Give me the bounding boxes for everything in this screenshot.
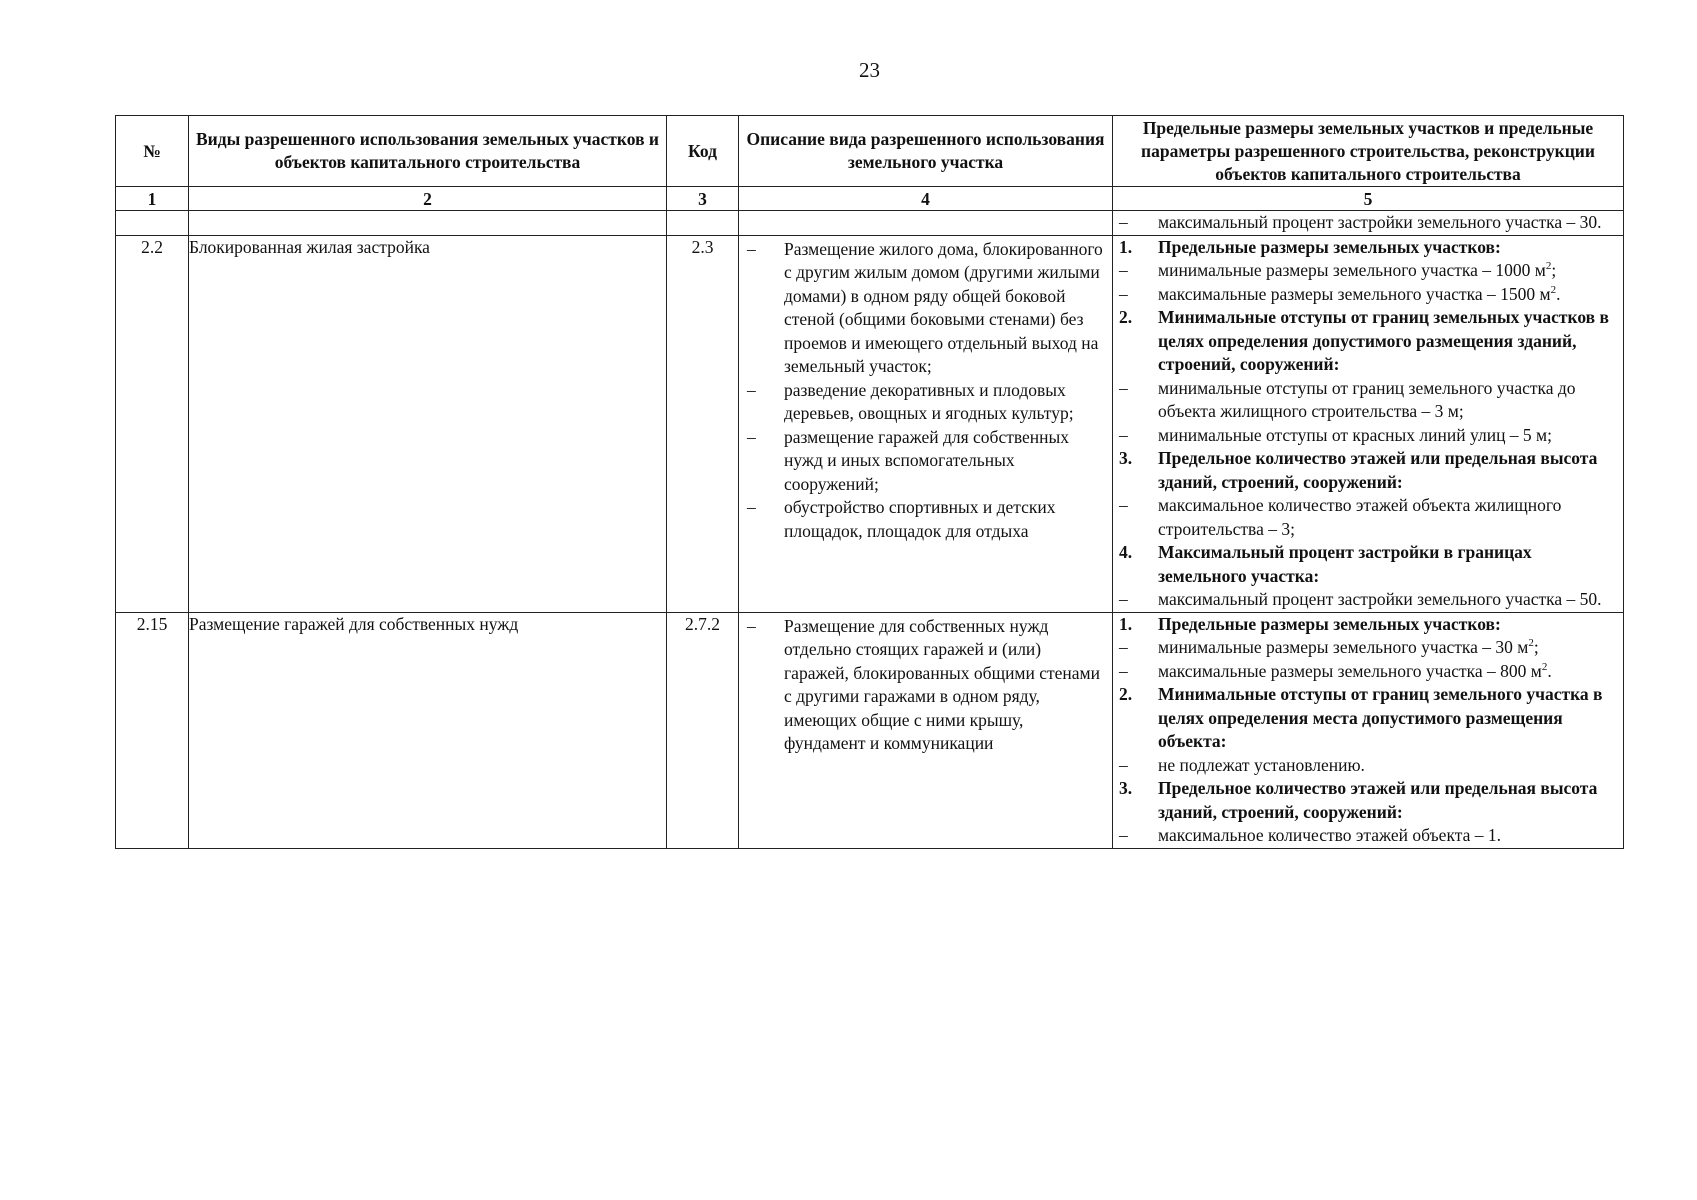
parameter-tail: . — [1547, 660, 1552, 681]
parameter-text: максимальный процент застройки земельного участка – 30. — [1158, 212, 1602, 232]
parameters-cell — [1113, 235, 1624, 612]
parameter-tail: ; — [1551, 260, 1557, 280]
parameters-list — [1113, 211, 1623, 235]
dash-marker: – — [747, 497, 756, 517]
parameter-item — [1119, 259, 1619, 283]
dash-marker: – — [1119, 424, 1128, 445]
number-marker: 2. — [1119, 684, 1133, 704]
dash-marker: – — [1119, 825, 1128, 845]
dash-marker: – — [1119, 589, 1128, 609]
parameter-text: максимальные размеры земельного участка – 800 м — [1158, 660, 1542, 681]
dash-marker: – — [1119, 754, 1128, 775]
parameter-text: максимальное количество этажей объекта жилищного строительства – 3; — [1158, 495, 1562, 539]
parameter-text: Предельное количество этажей или предельная высота зданий, строений, сооружений: — [1158, 778, 1598, 822]
parameter-text: максимальные размеры земельного участка – 1500 м — [1158, 283, 1551, 304]
area-unit-superscript: 2 — [1541, 660, 1548, 673]
parameters-cell — [1113, 211, 1624, 236]
parameter-heading — [1119, 777, 1619, 824]
parameter-tail: . — [1556, 283, 1561, 304]
dash-marker: – — [747, 379, 756, 400]
dash-marker: – — [1119, 283, 1128, 304]
parameter-text: минимальные отступы от границ земельного участка до объекта жилищного строительства – 3 м; — [1158, 377, 1576, 421]
use-type-cell: Размещение гаражей для собственных нужд — [189, 612, 667, 848]
parameter-item — [1119, 424, 1619, 448]
row-number — [116, 211, 189, 236]
parameter-item — [1119, 660, 1619, 684]
area-unit-superscript: 2 — [1528, 637, 1534, 650]
parameter-heading — [1119, 541, 1619, 588]
number-marker: 4. — [1119, 542, 1133, 562]
header-parameters: Предельные размеры земельных участков и предельные параметры разрешенного строительства, реконструкции объектов капитального строительства — [1113, 116, 1624, 187]
area-unit-superscript: 2 — [1550, 283, 1557, 296]
description-list — [739, 613, 1112, 756]
header-use-type: Виды разрешенного использования земельных участков и объектов капитального строительства — [189, 116, 667, 187]
parameter-item — [1119, 754, 1619, 778]
table-body — [116, 211, 1624, 849]
column-number: 3 — [667, 187, 739, 211]
parameter-text: минимальные размеры земельного участка – 30 м — [1158, 637, 1529, 657]
parameter-item — [1119, 588, 1619, 612]
parameter-heading — [1119, 236, 1619, 260]
parameter-text: максимальное количество этажей объекта – 1. — [1158, 825, 1501, 845]
description-cell — [739, 211, 1113, 236]
dash-marker: – — [747, 238, 756, 259]
parameter-heading — [1119, 447, 1619, 494]
description-item — [743, 426, 1108, 497]
parameter-text: Минимальные отступы от границ земельного участка в целях определения места допустимого размещения объекта: — [1158, 684, 1603, 751]
description-text: Размещение жилого дома, блокированного с другим жилым домом (другими жилыми домами) в одном ряду общей боковой стеной (общими боковыми стенами) без проемов и имеющего отдельный выход на земельный участок; — [784, 238, 1103, 376]
row-number: 2.15 — [116, 612, 189, 848]
number-marker: 3. — [1119, 778, 1133, 798]
description-item — [743, 615, 1108, 756]
parameter-heading — [1119, 613, 1619, 637]
code-cell: 2.3 — [667, 235, 739, 612]
use-type-cell — [189, 211, 667, 236]
description-cell — [739, 612, 1113, 848]
code-cell — [667, 211, 739, 236]
column-number: 2 — [189, 187, 667, 211]
dash-marker: – — [1119, 212, 1128, 232]
parameter-text: максимальный процент застройки земельного участка – 50. — [1158, 589, 1602, 609]
description-list — [739, 236, 1112, 544]
parameter-heading — [1119, 683, 1619, 754]
header-number: № — [116, 116, 189, 187]
number-marker: 1. — [1119, 613, 1133, 634]
number-marker: 2. — [1119, 307, 1133, 327]
description-text: размещение гаражей для собственных нужд и иных вспомогательных сооружений; — [784, 426, 1070, 494]
parameter-tail: ; — [1533, 637, 1539, 657]
description-cell — [739, 235, 1113, 612]
number-marker: 3. — [1119, 448, 1133, 468]
dash-marker: – — [747, 615, 756, 636]
table-row — [116, 612, 1624, 848]
description-item — [743, 238, 1108, 379]
dash-marker: – — [1119, 377, 1128, 398]
header-row — [116, 116, 1624, 187]
parameter-text: Минимальные отступы от границ земельных участков в целях определения допустимого размещения зданий, строений, сооружений: — [1158, 307, 1609, 374]
code-cell: 2.7.2 — [667, 612, 739, 848]
parameter-text: Предельное количество этажей или предельная высота зданий, строений, сооружений: — [1158, 448, 1598, 492]
parameter-text: Предельные размеры земельных участков: — [1158, 613, 1501, 634]
parameter-item — [1119, 211, 1619, 235]
description-item — [743, 379, 1108, 426]
parameters-cell — [1113, 612, 1624, 848]
parameter-text: Максимальный процент застройки в границах земельного участка: — [1158, 542, 1532, 586]
parameters-list — [1113, 613, 1623, 848]
description-text: разведение декоративных и плодовых деревьев, овощных и ягодных культур; — [784, 379, 1074, 423]
dash-marker: – — [1119, 260, 1128, 280]
parameter-heading — [1119, 306, 1619, 377]
parameter-text: Предельные размеры земельных участков: — [1158, 236, 1501, 257]
header-code: Код — [667, 116, 739, 187]
parameters-list — [1113, 236, 1623, 612]
number-marker: 1. — [1119, 236, 1133, 257]
use-type-cell: Блокированная жилая застройка — [189, 235, 667, 612]
parameter-text: минимальные размеры земельного участка – 1000 м — [1158, 260, 1546, 280]
parameter-text: минимальные отступы от красных линий улиц – 5 м; — [1158, 424, 1552, 445]
parameter-item — [1119, 824, 1619, 848]
parameter-item — [1119, 494, 1619, 541]
column-number: 5 — [1113, 187, 1624, 211]
parameter-item — [1119, 377, 1619, 424]
header-description: Описание вида разрешенного использования земельного участка — [739, 116, 1113, 187]
description-text: Размещение для собственных нужд отдельно стоящих гаражей и (или) гаражей, блокированных общими стенами с другими гаражами в одном ряду, имеющих общие с ними крышу, фундамент и коммуникации — [784, 615, 1100, 753]
dash-marker: – — [1119, 637, 1128, 657]
description-item — [743, 496, 1108, 543]
description-text: обустройство спортивных и детских площадок, площадок для отдыха — [784, 497, 1056, 541]
parameter-item — [1119, 636, 1619, 660]
row-number: 2.2 — [116, 235, 189, 612]
table-row — [116, 211, 1624, 236]
parameter-text: не подлежат установлению. — [1158, 754, 1365, 775]
land-use-table — [115, 115, 1624, 849]
parameter-item — [1119, 283, 1619, 307]
table-row — [116, 235, 1624, 612]
area-unit-superscript: 2 — [1545, 260, 1552, 273]
page-number: 23 — [859, 58, 880, 82]
dash-marker: – — [747, 426, 756, 447]
dash-marker: – — [1119, 495, 1128, 515]
column-number-row — [116, 187, 1624, 211]
column-number: 1 — [116, 187, 189, 211]
dash-marker: – — [1119, 660, 1128, 681]
column-number: 4 — [739, 187, 1113, 211]
